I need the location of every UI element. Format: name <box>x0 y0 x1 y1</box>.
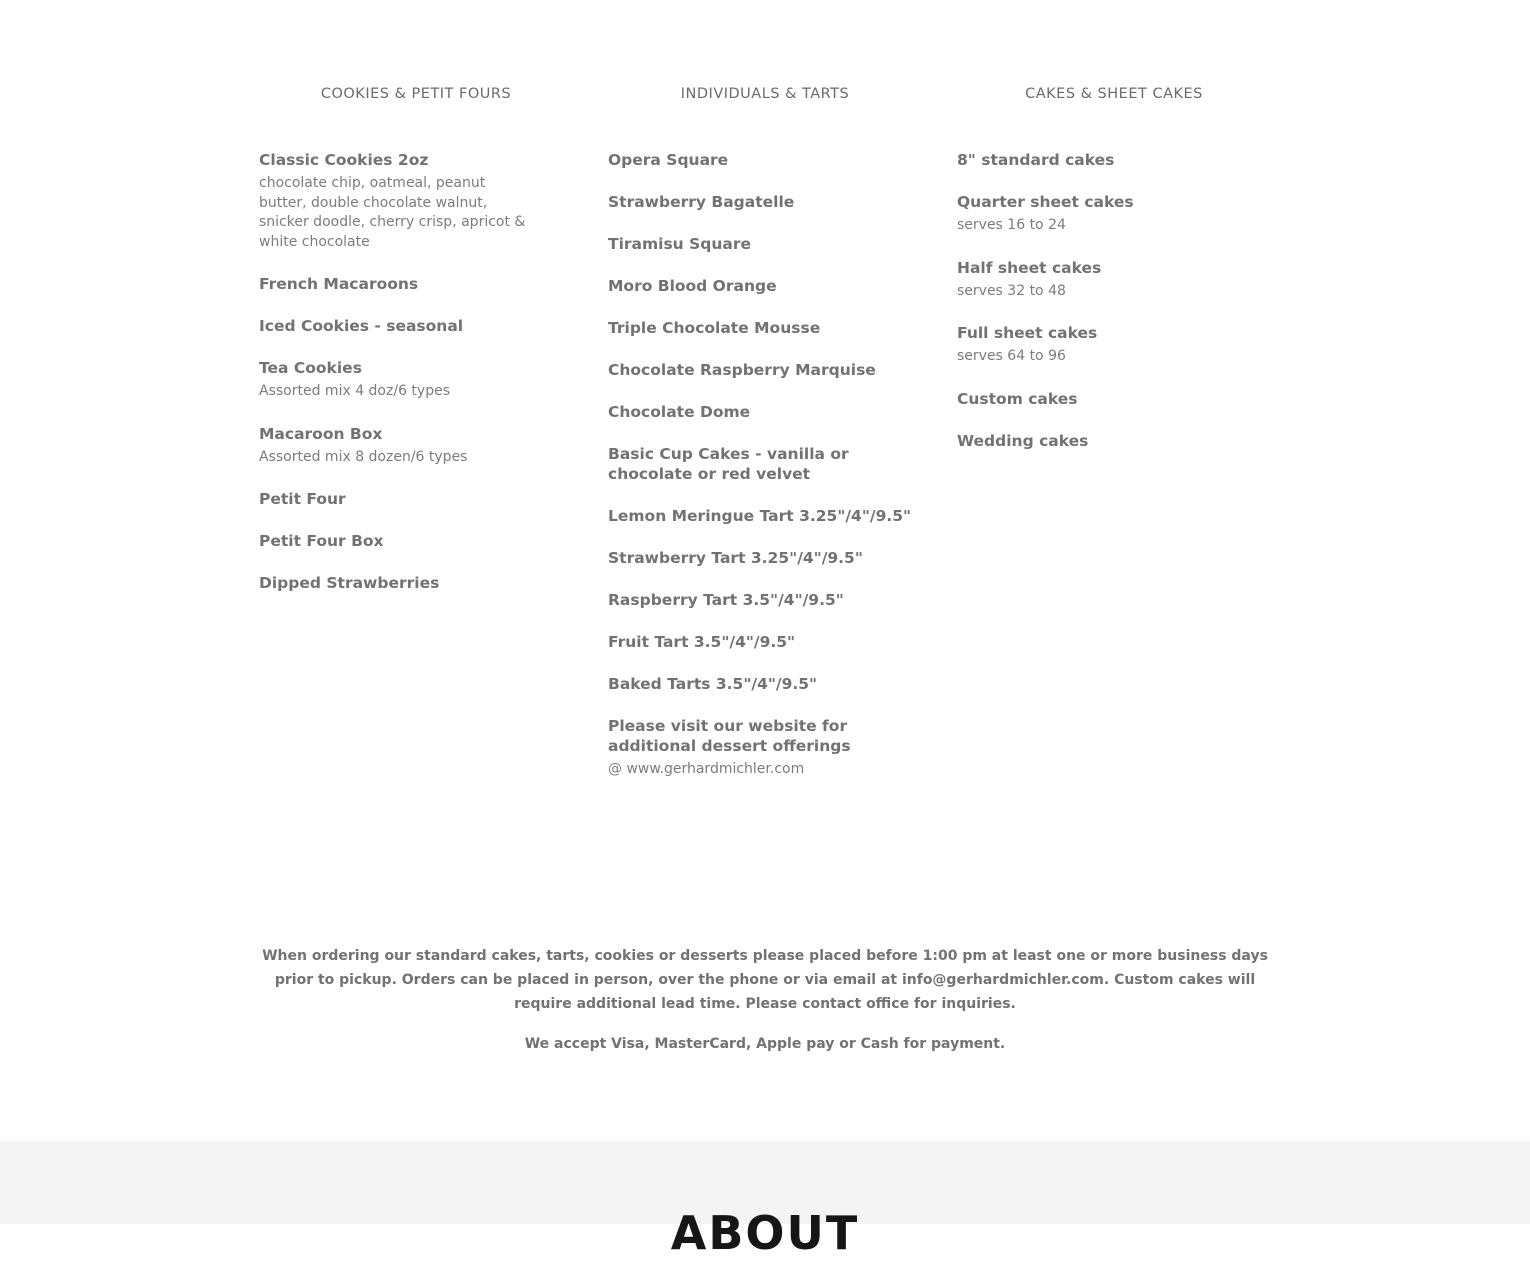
item-name: Wedding cakes <box>957 431 1089 450</box>
item-name: Petit Four <box>259 490 346 508</box>
menu-item <box>259 274 527 294</box>
menu-item <box>608 506 924 526</box>
item-name: Moro Blood Orange <box>608 277 777 295</box>
menu-item <box>259 573 527 593</box>
item-name: Basic Cup Cakes - vanilla or chocolate or red velvet <box>608 445 849 483</box>
menu-item <box>608 402 924 422</box>
menu-item <box>259 424 527 468</box>
item-name: Triple Chocolate Mousse <box>608 319 821 337</box>
menu-item <box>608 150 924 170</box>
menu-column-individuals <box>608 84 957 802</box>
menu-column-cakes <box>957 84 1270 802</box>
item-name: Quarter sheet cakes <box>957 193 1134 211</box>
menu-item <box>608 674 924 694</box>
menu-item <box>259 531 527 551</box>
about-section <box>0 1141 1530 1260</box>
item-name: Baked Tarts 3.5"/4"/9.5" <box>608 675 818 693</box>
menu-item <box>957 150 1273 170</box>
website-link[interactable]: @ www.gerhardmichler.com <box>608 761 805 777</box>
item-description: Assorted mix 4 doz/6 types <box>259 383 450 399</box>
item-name: Strawberry Bagatelle <box>608 193 795 211</box>
menu-item <box>608 548 924 568</box>
ordering-note: When ordering our standard cakes, tarts, cookies or desserts please placed before 1:00 pm at least one or more business days prior to pickup. Orders can be placed in person, over the phone or via email at info@gerhardmichler.com. Custom cakes will require additional lead time. Please contact office for inquiries. <box>262 948 1268 1012</box>
menu-item <box>608 444 924 484</box>
menu-item <box>608 234 924 254</box>
item-name: Classic Cookies 2oz <box>259 151 429 169</box>
menu-column-cookies <box>259 84 608 802</box>
menu-item <box>608 318 924 338</box>
item-name: Petit Four Box <box>259 532 384 550</box>
item-name: Tiramisu Square <box>608 235 752 253</box>
column-heading: COOKIES & PETIT FOURS <box>320 86 512 102</box>
item-name: French Macaroons <box>259 275 419 293</box>
item-name: Chocolate Raspberry Marquise <box>608 361 876 379</box>
menu-item <box>957 323 1273 367</box>
item-name: 8" standard cakes <box>957 151 1115 169</box>
column-heading: INDIVIDUALS & TARTS <box>680 86 850 102</box>
item-name: Please visit our website for additional dessert offerings <box>608 717 851 755</box>
item-name: Half sheet cakes <box>957 258 1102 277</box>
menu-item <box>608 276 924 296</box>
column-heading: CAKES & SHEET CAKES <box>1025 86 1203 102</box>
menu-item <box>957 258 1273 302</box>
item-name: Full sheet cakes <box>957 324 1098 342</box>
menu-item <box>957 431 1273 451</box>
menu-item <box>957 192 1273 236</box>
menu-item <box>259 316 527 336</box>
menu-item <box>259 150 527 252</box>
item-description: serves 64 to 96 <box>957 348 1066 364</box>
menu-columns <box>259 84 1270 802</box>
item-description: Assorted mix 8 dozen/6 types <box>259 448 468 465</box>
menu-item <box>608 360 924 380</box>
menu-item <box>608 632 924 652</box>
item-name: Tea Cookies <box>259 359 362 377</box>
item-name: Fruit Tart 3.5"/4"/9.5" <box>608 633 796 651</box>
item-name: Opera Square <box>608 151 729 169</box>
about-heading: ABOUT <box>670 1206 860 1260</box>
item-name: Raspberry Tart 3.5"/4"/9.5" <box>608 591 844 609</box>
menu-item <box>608 716 924 780</box>
item-name: Chocolate Dome <box>608 403 751 421</box>
menu-item <box>259 358 527 402</box>
item-name: Iced Cookies - seasonal <box>259 317 464 335</box>
menu-item <box>259 489 527 509</box>
payment-note: We accept Visa, MasterCard, Apple pay or Cash for payment. <box>524 1036 1006 1052</box>
item-name: Strawberry Tart 3.25"/4"/9.5" <box>608 549 863 567</box>
item-description: serves 16 to 24 <box>957 217 1066 233</box>
item-name: Macaroon Box <box>259 424 383 443</box>
menu-item <box>957 389 1273 409</box>
item-name: Lemon Meringue Tart 3.25"/4"/9.5" <box>608 507 912 525</box>
item-name: Dipped Strawberries <box>259 574 440 592</box>
item-description: serves 32 to 48 <box>957 282 1066 299</box>
menu-item <box>608 192 924 212</box>
menu-item <box>608 590 924 610</box>
item-description: chocolate chip, oatmeal, peanut butter, double chocolate walnut, snicker doodle, cherry crisp, apricot & white chocolate <box>259 175 526 250</box>
item-name: Custom cakes <box>957 389 1078 408</box>
